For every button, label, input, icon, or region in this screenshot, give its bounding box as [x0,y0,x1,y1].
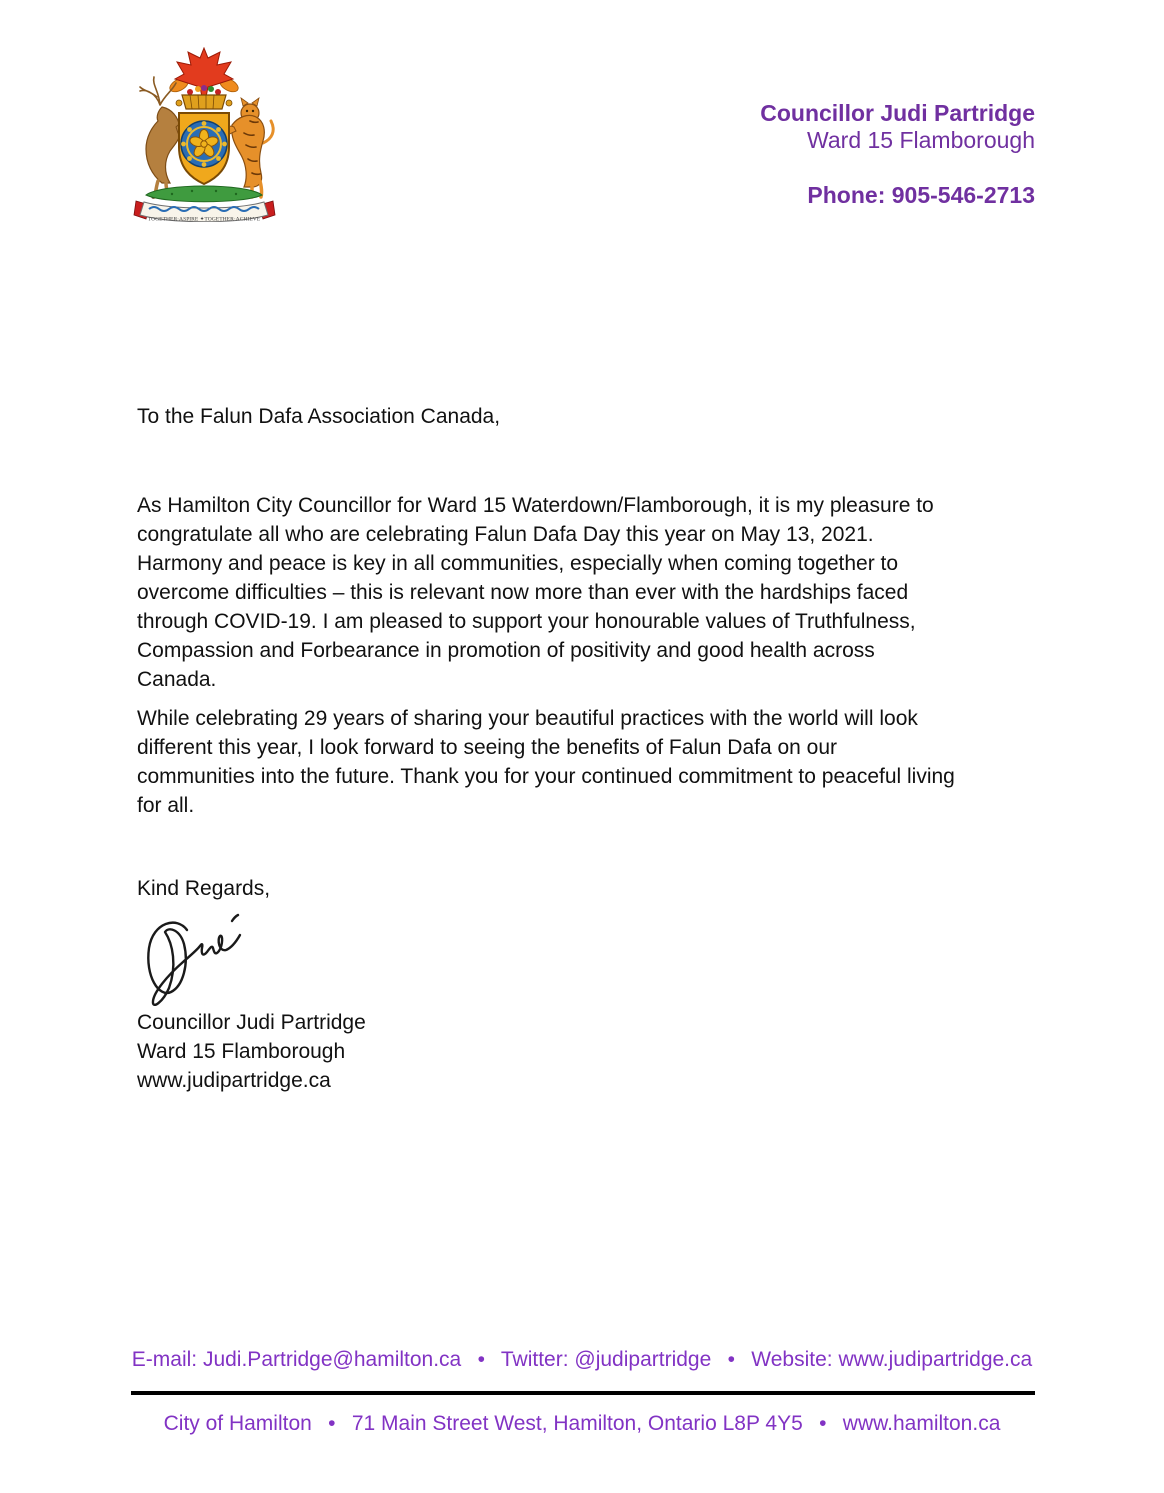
crest-ribbon [134,201,275,222]
closing-salutation: Kind Regards, [137,877,271,900]
footer-divider [131,1391,1035,1395]
signature-stroke [139,906,244,1011]
body-paragraph-2: While celebrating 29 years of sharing your beautiful practices with the world will look different this year, I look forward to seeing the benefits of Falun Dafa on our communities into the future. Thank you for your continued commitment to peaceful living for all. [137,707,955,817]
phone-number: Phone: 905-546-2713 [807,182,1035,208]
councillor-name: Councillor Judi Partridge [760,100,1035,126]
letterhead-contact-block [760,100,1035,209]
signature-block: Councillor Judi Partridge Ward 15 Flamborough www.judipartridge.ca [137,1011,366,1092]
handwritten-signature [139,906,244,1011]
footer-contact-line: E-mail: Judi.Partridge@hamilton.ca • Twitter: @judipartridge • Website: www.judipartridge.ca [131,1348,1033,1371]
body-paragraph-1: As Hamilton City Councillor for Ward 15 Waterdown/Flamborough, it is my pleasure to congratulate all who are celebrating Falun Dafa Day this year on May 13, 2021. Harmony and peace is key in all communities, especially when coming together to overcome difficulties – this is relevant now more than ever with the hardships faced through COVID-19. I am pleased to support your honourable values of Truthfulness, Compassion and Forbearance in promotion of positivity and good health across Canada. [137,494,934,691]
crest-motto: TOGETHER·ASPIRE ✦TOGETHER·ACHIEVE [147,216,261,222]
ward-label: Ward 15 Flamborough [807,127,1035,153]
crest-crown [176,85,232,109]
crest-image [132,47,277,222]
crest-mound [146,186,262,202]
crest-shield [179,113,229,184]
city-of-hamilton-crest [132,47,277,222]
salutation: To the Falun Dafa Association Canada, [137,405,501,428]
tiger-supporter [226,98,273,197]
footer-address-line: City of Hamilton • 71 Main Street West, Hamilton, Ontario L8P 4Y5 • www.hamilton.ca [163,1412,1001,1435]
